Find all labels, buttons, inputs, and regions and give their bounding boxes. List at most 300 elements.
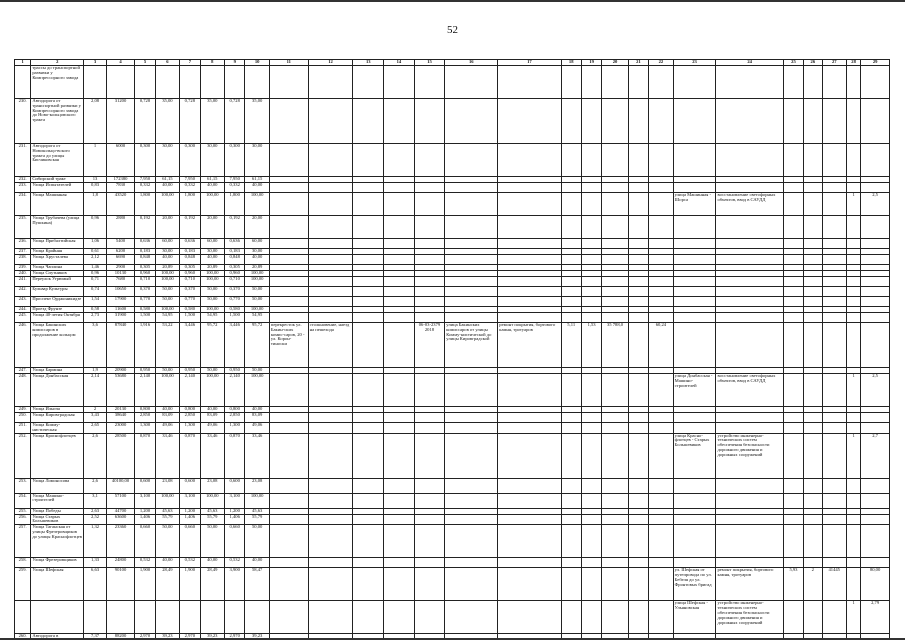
table-cell: 38640	[106, 413, 135, 423]
table-cell: улица Красно-флотцев - Старых Большевиков	[673, 433, 716, 478]
table-cell	[561, 493, 581, 508]
table-cell: Улица Прибалтийская	[31, 239, 84, 249]
table-row	[15, 601, 890, 634]
table-cell	[804, 514, 822, 525]
table-cell	[846, 183, 860, 193]
table-cell: 31900	[106, 313, 135, 323]
table-cell: 2,5	[861, 193, 890, 216]
table-cell: 1,406	[180, 514, 200, 525]
table-cell: 0,660	[135, 525, 155, 558]
table-cell: Автодорога от транспортной развязки у Компрессорного завода до Ново-кольцовского тракта	[31, 99, 84, 144]
table-cell	[445, 287, 498, 297]
table-cell: 0,870	[135, 433, 155, 478]
table-cell	[822, 255, 846, 265]
table-cell	[384, 413, 415, 423]
table-cell	[716, 323, 783, 368]
table-cell	[269, 568, 308, 601]
table-cell	[445, 99, 498, 144]
table-cell	[84, 66, 106, 99]
table-cell: Улица Таганская от улицы Фрезеровщиков до улицы Краснофлотцев	[31, 525, 84, 558]
table-cell	[225, 66, 245, 99]
table-cell: Улица Машинная	[31, 193, 84, 216]
table-cell	[384, 99, 415, 144]
table-cell	[308, 493, 353, 508]
table-cell: 90100	[106, 568, 135, 601]
table-cell	[628, 323, 648, 368]
table-cell	[353, 66, 384, 99]
table-cell: 1,06	[84, 239, 106, 249]
table-cell	[861, 216, 890, 239]
table-cell	[716, 183, 783, 193]
table-cell	[581, 99, 601, 144]
column-number-header: 10	[245, 60, 269, 66]
table-cell	[673, 144, 716, 177]
table-cell	[861, 255, 890, 265]
table-cell: 60,00	[200, 239, 224, 249]
table-cell	[445, 193, 498, 216]
table-cell: Улица Донбасская	[31, 374, 84, 407]
table-cell: 1,9	[84, 368, 106, 374]
table-cell: Улица Бакинских комиссаров в продолжение кольцом	[31, 323, 84, 368]
table-cell	[269, 478, 308, 493]
table-cell: 2,970	[135, 634, 155, 640]
table-cell: 50,00	[155, 368, 179, 374]
table-cell	[498, 287, 561, 297]
table-cell	[581, 239, 601, 249]
table-cell: улица Донбасская - Машино-строителей	[673, 374, 716, 407]
table-cell	[445, 568, 498, 601]
table-cell	[602, 216, 629, 239]
table-cell	[498, 239, 561, 249]
table-cell	[414, 423, 445, 434]
table-cell	[804, 413, 822, 423]
table-cell	[308, 374, 353, 407]
table-cell	[804, 297, 822, 307]
table-cell	[384, 193, 415, 216]
column-number-header: 11	[269, 60, 308, 66]
table-cell	[716, 99, 783, 144]
table-cell	[804, 287, 822, 297]
table-cell	[673, 216, 716, 239]
table-cell	[561, 255, 581, 265]
table-cell: 58,47	[245, 568, 269, 601]
table-cell: 100,00	[200, 493, 224, 508]
table-cell: 230.	[15, 99, 31, 144]
table-cell: 1,406	[225, 514, 245, 525]
table-cell	[822, 478, 846, 493]
table-cell	[353, 558, 384, 568]
table-cell: 23000	[106, 423, 135, 434]
table-cell: 3,446	[225, 323, 245, 368]
page-top-edge	[0, 0, 905, 2]
table-cell	[498, 255, 561, 265]
table-cell	[353, 514, 384, 525]
table-cell: 100,00	[200, 374, 224, 407]
table-cell: 231.	[15, 144, 31, 177]
table-cell: 2,140	[180, 374, 200, 407]
table-cell	[384, 66, 415, 99]
table-cell	[445, 601, 498, 634]
table-cell	[804, 374, 822, 407]
table-cell: 100,00	[245, 277, 269, 287]
table-row	[15, 558, 890, 568]
table-cell: Улица Хрусталева	[31, 255, 84, 265]
table-cell: 234.	[15, 193, 31, 216]
table-cell: 0,960	[135, 271, 155, 277]
table-cell	[861, 297, 890, 307]
table-cell	[498, 66, 561, 99]
table-cell	[384, 255, 415, 265]
table-cell: 0,770	[135, 297, 155, 307]
table-cell	[602, 568, 629, 601]
table-cell: улица Шефская - Ульяновская	[673, 601, 716, 634]
table-cell: 87840	[106, 323, 135, 368]
table-cell: 100,00	[200, 307, 224, 313]
table-cell: ремонт покрытия, бортового камня, тротуаров	[716, 568, 783, 601]
table-cell: 1,900	[135, 568, 155, 601]
table-cell: Сибирский тракт	[31, 177, 84, 183]
table-cell: Улица Кировградская	[31, 413, 84, 423]
table-cell: 39,23	[155, 634, 179, 640]
table-cell	[414, 525, 445, 558]
table-cell	[804, 313, 822, 323]
table-cell: 23,08	[155, 478, 179, 493]
table-cell: 35,00	[245, 99, 269, 144]
table-cell: 53,22	[155, 323, 179, 368]
table-cell	[861, 423, 890, 434]
table-cell	[498, 183, 561, 193]
table-cell	[628, 183, 648, 193]
table-cell	[649, 99, 673, 144]
table-cell	[135, 601, 155, 634]
table-row	[15, 493, 890, 508]
table-cell	[673, 239, 716, 249]
table-cell	[649, 423, 673, 434]
table-cell	[628, 255, 648, 265]
table-cell	[628, 433, 648, 478]
table-row	[15, 216, 890, 239]
table-cell: 0,370	[180, 287, 200, 297]
column-number-header: 28	[846, 60, 860, 66]
table-cell: 0,58	[84, 307, 106, 313]
table-cell: 61,15	[245, 177, 269, 183]
table-cell: 0,960	[180, 271, 200, 277]
table-cell	[783, 183, 803, 193]
table-cell	[445, 144, 498, 177]
table-body	[15, 66, 890, 640]
table-cell	[308, 413, 353, 423]
table-row	[15, 239, 890, 249]
table-cell: 2	[84, 407, 106, 413]
table-cell	[846, 216, 860, 239]
table-cell: 50,00	[200, 287, 224, 297]
table-cell	[353, 239, 384, 249]
table-cell	[353, 216, 384, 239]
table-cell: 20,89	[245, 265, 269, 271]
table-cell: 0,950	[180, 368, 200, 374]
table-cell: 23,08	[200, 478, 224, 493]
table-cell	[628, 514, 648, 525]
table-cell	[384, 239, 415, 249]
table-cell: 0,770	[180, 297, 200, 307]
table-cell: 1,46	[84, 265, 106, 271]
table-cell: 2,14	[84, 374, 106, 407]
table-cell	[498, 144, 561, 177]
table-cell: 61,15	[200, 177, 224, 183]
table-cell: 0,728	[225, 99, 245, 144]
table-cell	[822, 323, 846, 368]
table-cell	[561, 99, 581, 144]
table-cell	[846, 313, 860, 323]
table-cell	[498, 525, 561, 558]
table-cell: 35,00	[155, 99, 179, 144]
table-cell	[225, 601, 245, 634]
table-cell: Улица Спутников	[31, 271, 84, 277]
table-cell: 2,850	[135, 413, 155, 423]
table-cell: 258.	[15, 558, 31, 568]
table-cell: 100,00	[200, 193, 224, 216]
table-cell: 0,332	[225, 183, 245, 193]
table-cell	[308, 601, 353, 634]
table-cell	[269, 413, 308, 423]
table-cell: 0,183	[180, 249, 200, 255]
table-cell	[269, 514, 308, 525]
table-cell: 1,500	[225, 313, 245, 323]
table-cell: восстановление светофорных объектов, ввод в САУДД	[716, 374, 783, 407]
table-cell	[308, 193, 353, 216]
table-cell: 233.	[15, 183, 31, 193]
table-cell	[498, 374, 561, 407]
table-cell	[561, 423, 581, 434]
table-cell: 0,370	[135, 287, 155, 297]
table-cell: 2,5	[861, 374, 890, 407]
table-cell: 2,6	[84, 433, 106, 478]
table-cell: 20130	[106, 407, 135, 413]
table-cell	[561, 277, 581, 287]
table-cell	[384, 313, 415, 323]
table-cell	[353, 255, 384, 265]
table-cell: перекресток ул. Бакин-ских комис-саров, 20 - ул. Корон-тиноски	[269, 323, 308, 368]
table-cell: 2,63	[84, 508, 106, 514]
table-cell	[649, 297, 673, 307]
table-cell	[602, 144, 629, 177]
table-cell	[783, 478, 803, 493]
table-cell	[414, 255, 445, 265]
table-cell: 0,74	[84, 287, 106, 297]
table-cell	[822, 297, 846, 307]
table-cell: 250.	[15, 413, 31, 423]
column-number-header: 26	[804, 60, 822, 66]
table-cell	[628, 374, 648, 407]
table-cell: 7680	[106, 277, 135, 287]
table-cell	[783, 413, 803, 423]
table-cell: 33,46	[155, 433, 179, 478]
table-cell: Автодорога в	[31, 634, 84, 640]
table-cell: ремонт покрытия, бортового камня, тротуаров	[498, 323, 561, 368]
table-cell	[673, 423, 716, 434]
table-cell	[269, 183, 308, 193]
column-number-header: 18	[561, 60, 581, 66]
table-cell: 30,00	[155, 249, 179, 255]
table-cell	[649, 216, 673, 239]
table-cell	[498, 413, 561, 423]
table-cell: 54,95	[245, 313, 269, 323]
table-cell	[561, 287, 581, 297]
table-cell	[673, 287, 716, 297]
table-cell	[445, 374, 498, 407]
table-cell: 40,00	[200, 183, 224, 193]
table-cell	[308, 313, 353, 323]
table-cell	[581, 433, 601, 478]
table-cell	[822, 601, 846, 634]
table-cell	[783, 601, 803, 634]
table-cell	[783, 287, 803, 297]
table-cell	[602, 558, 629, 568]
table-cell: 0,305	[225, 265, 245, 271]
table-cell	[15, 66, 31, 99]
table-cell: 28,49	[200, 568, 224, 601]
table-cell: 0,848	[135, 255, 155, 265]
table-cell: 253.	[15, 478, 31, 493]
table-cell	[561, 183, 581, 193]
table-cell: 2,7	[861, 433, 890, 478]
table-cell: 88200	[106, 634, 135, 640]
table-cell	[353, 493, 384, 508]
table-cell: 0,305	[180, 265, 200, 271]
table-cell	[308, 287, 353, 297]
table-cell	[581, 514, 601, 525]
table-cell: 0,950	[135, 368, 155, 374]
table-cell	[200, 601, 224, 634]
table-cell: 0,300	[225, 144, 245, 177]
table-cell	[822, 313, 846, 323]
table-cell	[822, 287, 846, 297]
table-cell: 40,00	[245, 407, 269, 413]
table-cell	[846, 568, 860, 601]
table-cell	[602, 413, 629, 423]
table-cell	[602, 525, 629, 558]
table-cell: 1,200	[180, 508, 200, 514]
table-cell: 30,00	[200, 249, 224, 255]
table-cell	[561, 313, 581, 323]
table-cell	[31, 601, 84, 634]
table-cell: 40,00	[155, 183, 179, 193]
table-cell: 06-03-2379 2018	[414, 323, 445, 368]
table-cell: 1	[846, 433, 860, 478]
table-cell	[783, 239, 803, 249]
table-cell	[561, 374, 581, 407]
table-cell	[716, 413, 783, 423]
table-cell: 100,00	[155, 307, 179, 313]
table-cell	[628, 568, 648, 601]
table-cell: 0,532	[180, 558, 200, 568]
table-row	[15, 423, 890, 434]
table-row	[15, 313, 890, 323]
table-cell: 35,00	[200, 99, 224, 144]
table-cell	[628, 193, 648, 216]
table-cell: 0,636	[225, 239, 245, 249]
column-number-header: 21	[628, 60, 648, 66]
table-cell: 3,1	[84, 493, 106, 508]
table-cell	[628, 277, 648, 287]
table-cell	[106, 601, 135, 634]
table-row	[15, 568, 890, 601]
table-cell	[649, 525, 673, 558]
table-cell	[716, 255, 783, 265]
table-cell	[783, 323, 803, 368]
table-cell: 40,00	[155, 558, 179, 568]
table-cell	[308, 478, 353, 493]
table-cell: Улица Испытателей	[31, 183, 84, 193]
table-cell: 0,96	[84, 271, 106, 277]
table-cell	[445, 433, 498, 478]
table-cell	[673, 277, 716, 287]
table-cell: 6690	[106, 255, 135, 265]
table-cell	[414, 144, 445, 177]
table-cell	[308, 66, 353, 99]
table-cell: 0,870	[225, 433, 245, 478]
table-cell: 40,00	[155, 255, 179, 265]
table-cell: 33,46	[245, 433, 269, 478]
table-cell: 10130	[106, 271, 135, 277]
column-number-header: 27	[822, 60, 846, 66]
table-cell	[581, 423, 601, 434]
table-cell	[445, 255, 498, 265]
table-cell	[822, 66, 846, 99]
table-row	[15, 287, 890, 297]
table-cell: 20,00	[245, 216, 269, 239]
table-cell: 30,00	[155, 144, 179, 177]
table-cell: устройство инженерно-технических систем обеспечения безопасности дорожного движения и дорожных сооружений	[716, 433, 783, 478]
table-cell	[822, 433, 846, 478]
table-cell: 6000	[106, 144, 135, 177]
table-cell: 20,00	[155, 216, 179, 239]
table-cell	[804, 525, 822, 558]
table-cell: 251.	[15, 423, 31, 434]
table-cell	[846, 558, 860, 568]
table-cell: 0,580	[180, 307, 200, 313]
table-row	[15, 144, 890, 177]
table-cell	[414, 514, 445, 525]
table-cell	[414, 297, 445, 307]
table-cell	[602, 433, 629, 478]
table-cell	[673, 66, 716, 99]
column-number-header: 15	[414, 60, 445, 66]
table-cell	[581, 413, 601, 423]
table-cell: 2,140	[135, 374, 155, 407]
table-cell: 0,532	[135, 558, 155, 568]
table-cell: 0,192	[225, 216, 245, 239]
table-cell	[445, 423, 498, 434]
table-cell: 20900	[106, 368, 135, 374]
table-cell: 0,71	[84, 277, 106, 287]
table-cell: устройство инженерно-технических систем обеспечения безопасности дорожного движения и дорожных сооружений	[716, 601, 783, 634]
column-number-header: 17	[498, 60, 561, 66]
table-cell	[353, 433, 384, 478]
table-cell: 49,06	[155, 423, 179, 434]
table-cell: Улица Шефская	[31, 568, 84, 601]
table-cell	[414, 478, 445, 493]
table-cell	[581, 144, 601, 177]
table-cell: 241.	[15, 277, 31, 287]
table-cell: 40,00	[245, 183, 269, 193]
table-cell	[414, 493, 445, 508]
data-table	[14, 59, 890, 640]
table-cell	[602, 493, 629, 508]
table-cell	[561, 216, 581, 239]
table-cell: 0,61	[84, 249, 106, 255]
table-cell	[822, 239, 846, 249]
